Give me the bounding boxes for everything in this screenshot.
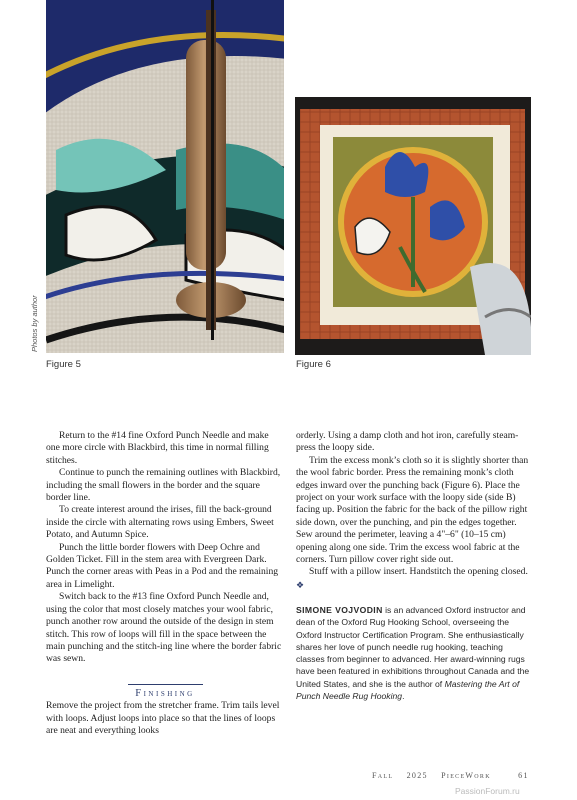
bio-text: is an advanced Oxford instructor and dean of the Oxford Rug Hooking School, overseeing the Oxford Instructor Certification Program. She enthusiastically shares her love of punch needle rug hooking, teaching classes from beginner to advanced. Her award-winning rugs have been featured in exhibitions throughout Canada and the United States, and she is the author of: [296, 605, 530, 689]
figure-6-caption: Figure 6: [296, 359, 331, 370]
photo-credit: Photos by author: [30, 295, 39, 352]
paragraph: Return to the #14 fine Oxford Punch Needle and make one more circle with Blackbird, this time in normal filling stitches.: [46, 430, 269, 466]
figure-6-photo: [295, 97, 531, 355]
paragraph: [296, 566, 532, 592]
watermark: PassionForum.ru: [455, 786, 520, 796]
section-heading: Finishing: [135, 687, 195, 699]
figure-5-caption: Figure 5: [46, 359, 81, 370]
figure-5-photo: [46, 0, 284, 353]
page-footer: [372, 771, 539, 780]
end-mark-icon: ❖: [296, 579, 305, 590]
author-bio: [296, 604, 532, 702]
footer-season: Fall: [372, 771, 394, 780]
article-left-column: [46, 430, 284, 737]
paragraph: To create interest around the irises, fill the back-ground inside the circle with alternating rows using Embers, Sweet Potato, and Autumn Spice.: [46, 504, 274, 541]
footer-year: 2025: [406, 771, 428, 780]
paragraph-text: Stuff with a pillow insert. Handstitch the opening closed.: [309, 566, 528, 578]
paragraph: Trim the excess monk’s cloth so it is slightly shorter than the wool fabric border. Press the remaining monk’s cloth edges inward over the punching back (Figure 6). Place the project on your work surface with the loopy side (side B) facing up. Position the fabric for the back of the pillow right side down, over the punching, and pin the edges together. Sew around the perimeter, leaving a 4"–6" (10–15 cm) opening along one side. Trim the excess wool fabric at the corners. Turn pillow cover right side out.: [296, 454, 529, 566]
paragraph: Continue to punch the remaining outlines with Blackbird, including the small flowers in the border and the square border line.: [46, 467, 281, 504]
paragraph: Punch the little border flowers with Deep Ochre and Golden Ticket. Fill in the stem area with Evergreen Dark. Punch the corner areas with Peas in a Pod and the remaining area in Limelight.: [46, 541, 279, 590]
finishing-heading-block: [46, 684, 284, 700]
bio-text-end: .: [402, 690, 405, 701]
paragraph: Switch back to the #13 fine Oxford Punch Needle and, using the color that most closely matches your wool fabric, punch another row around the outside of the design in stem stitch. This row of loops will fill in the space between the main punching and the stitch-ing line where the border fabric was sewn.: [46, 591, 282, 665]
page-number: 61: [518, 771, 529, 780]
article-right-column: [296, 430, 532, 702]
author-name: SIMONE VOJVODIN: [296, 605, 383, 616]
book-title: Mastering the Art of Punch Needle Rug Hooking: [296, 678, 520, 701]
paragraph: orderly. Using a damp cloth and hot iron, carefully steam-press the loopy side.: [296, 430, 519, 454]
footer-magazine: PieceWork: [441, 771, 491, 780]
paragraph: Remove the project from the stretcher frame. Trim tails level with loops. Adjust loops into place so that the lines of loops are neat and everything looks: [46, 700, 280, 736]
heading-rule: [128, 684, 203, 685]
